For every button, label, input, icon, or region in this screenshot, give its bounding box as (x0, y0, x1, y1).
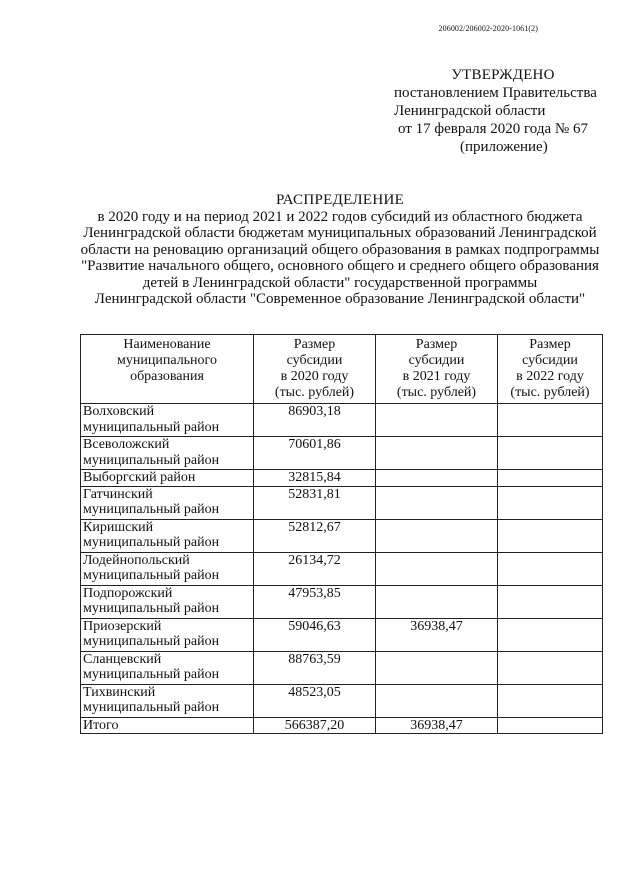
subsidy-2022-cell (498, 585, 603, 618)
subsidy-2021-cell (376, 651, 498, 684)
subsidy-2020-cell: 47953,85 (254, 585, 376, 618)
subsidy-2022-cell (498, 486, 603, 519)
header-line: Размер (529, 337, 571, 352)
municipality-name-line: Подпорожский (83, 585, 173, 601)
subsidy-2022-cell (498, 684, 603, 717)
municipality-name-line: Тихвинский (83, 684, 156, 700)
municipality-name-line: Всеволожский (83, 437, 170, 452)
heading-line: области на реновацию организаций общего образования в рамках подпрограммы (80, 241, 600, 258)
municipality-cell (81, 618, 254, 651)
subsidy-2022-cell (498, 552, 603, 585)
subsidy-2021-cell: 36938,47 (376, 717, 498, 734)
subsidy-2020-cell: 88763,59 (254, 651, 376, 684)
heading-line: в 2020 году и на период 2021 и 2022 годов субсидий из областного бюджета (97, 208, 583, 225)
subsidy-2020-cell: 70601,86 (254, 437, 376, 470)
subsidy-2021-cell (376, 552, 498, 585)
subsidy-2021-cell (376, 486, 498, 519)
table-row (81, 404, 603, 437)
header-line: (тыс. рублей) (396, 385, 477, 400)
subsidy-2021-cell (376, 404, 498, 437)
municipality-name-line: муниципальный район (83, 601, 220, 616)
subsidy-2021-cell: 36938,47 (376, 618, 498, 651)
municipality-name-line: муниципальный район (83, 502, 220, 517)
table-row (81, 618, 603, 651)
municipality-name-line: муниципальный район (83, 452, 220, 468)
header-line: Размер (293, 337, 336, 352)
heading-line: "Развитие начального общего, основного общего и среднего общего образования (81, 258, 599, 274)
heading-line: детей в Ленинградской области" государственной программы (142, 274, 538, 291)
municipality-cell (81, 585, 254, 618)
approval-line: от 17 февраля 2020 года № 67 (398, 121, 588, 137)
subsidy-2021-cell (376, 519, 498, 552)
approval-block (380, 66, 597, 156)
heading-line: Ленинградской области бюджетам муниципальных образований Ленинградской (83, 225, 597, 241)
municipality-name-line: муниципальный район (83, 634, 220, 649)
approval-line: постановлением Правительства (394, 85, 597, 101)
header-line: в 2021 году (402, 369, 471, 384)
header-line: муниципального (117, 353, 217, 368)
municipality-cell (81, 717, 254, 734)
municipality-cell (81, 437, 254, 470)
header-line: Наименование (123, 337, 211, 352)
municipality-name-line: Киришский (83, 519, 154, 535)
subsidy-2020-cell: 52812,67 (254, 519, 376, 552)
header-line: субсидии (286, 353, 343, 368)
table-row (81, 519, 603, 552)
municipality-name-line: Сланцевский (83, 651, 162, 667)
subsidy-2020-cell: 48523,05 (254, 684, 376, 717)
municipality-name-line: муниципальный район (83, 700, 220, 715)
header-line: Размер (415, 337, 458, 352)
subsidy-2021-cell (376, 585, 498, 618)
header-2022 (498, 335, 603, 404)
approval-title: УТВЕРЖДЕНО (451, 67, 555, 83)
header-line: в 2020 году (280, 369, 349, 384)
header-2020 (254, 335, 376, 404)
subsidy-2020-cell: 26134,72 (254, 552, 376, 585)
subsidy-2021-cell (376, 437, 498, 470)
header-line: (тыс. рублей) (510, 385, 590, 400)
municipality-name-line: Лодейнопольский (83, 552, 190, 568)
municipality-name-line: Выборгский район (83, 470, 196, 485)
header-line: в 2022 году (516, 369, 584, 384)
heading-title: РАСПРЕДЕЛЕНИЕ (275, 192, 405, 208)
municipality-cell (81, 519, 254, 552)
table-row (81, 585, 603, 618)
header-line: образования (130, 369, 204, 384)
municipality-name-line: муниципальный район (83, 568, 220, 583)
municipality-cell (81, 552, 254, 585)
subsidy-2020-cell: 59046,63 (254, 618, 376, 651)
subsidy-2022-cell (498, 717, 603, 734)
table-row (81, 651, 603, 684)
municipality-name-line: Гатчинский (83, 486, 153, 502)
municipality-cell (81, 651, 254, 684)
document-id: 206002/206002-2020-1061(2) (438, 24, 538, 33)
municipality-name-line: Приозерский (83, 618, 162, 634)
municipality-name-line: муниципальный район (83, 535, 220, 550)
municipality-cell (81, 684, 254, 717)
subsidy-table (80, 334, 603, 734)
municipality-name-line: Итого (83, 717, 119, 733)
header-municipality (81, 335, 254, 404)
heading-line: Ленинградской области "Современное образование Ленинградской области" (94, 291, 586, 307)
subsidy-2022-cell (498, 519, 603, 552)
table-row (81, 470, 603, 487)
table-total-row (81, 717, 603, 734)
subsidy-2020-cell: 32815,84 (254, 470, 376, 487)
municipality-name-line: Волховский (83, 404, 155, 419)
municipality-name-line: муниципальный район (83, 667, 220, 682)
municipality-cell (81, 486, 254, 519)
header-2021 (376, 335, 498, 404)
municipality-name-line: муниципальный район (83, 419, 220, 435)
header-line: (тыс. рублей) (274, 385, 355, 400)
table-header-row (81, 335, 603, 404)
table-body (81, 404, 603, 734)
subsidy-2022-cell (498, 618, 603, 651)
subsidy-2021-cell (376, 470, 498, 487)
subsidy-2020-cell: 566387,20 (254, 717, 376, 734)
table-row (81, 552, 603, 585)
municipality-cell (81, 470, 254, 487)
table-row (81, 684, 603, 717)
subsidy-2022-cell (498, 404, 603, 437)
table-row (81, 486, 603, 519)
document-heading (0, 192, 640, 308)
approval-line: (приложение) (460, 139, 548, 155)
subsidy-2020-cell: 52831,81 (254, 486, 376, 519)
municipality-cell (81, 404, 254, 437)
subsidy-2022-cell (498, 470, 603, 487)
header-line: субсидии (408, 353, 465, 368)
approval-line: Ленинградской области (394, 103, 546, 119)
subsidy-2022-cell (498, 651, 603, 684)
table-row (81, 437, 603, 470)
subsidy-2020-cell: 86903,18 (254, 404, 376, 437)
header-line: субсидии (522, 353, 578, 368)
subsidy-2021-cell (376, 684, 498, 717)
subsidy-2022-cell (498, 437, 603, 470)
